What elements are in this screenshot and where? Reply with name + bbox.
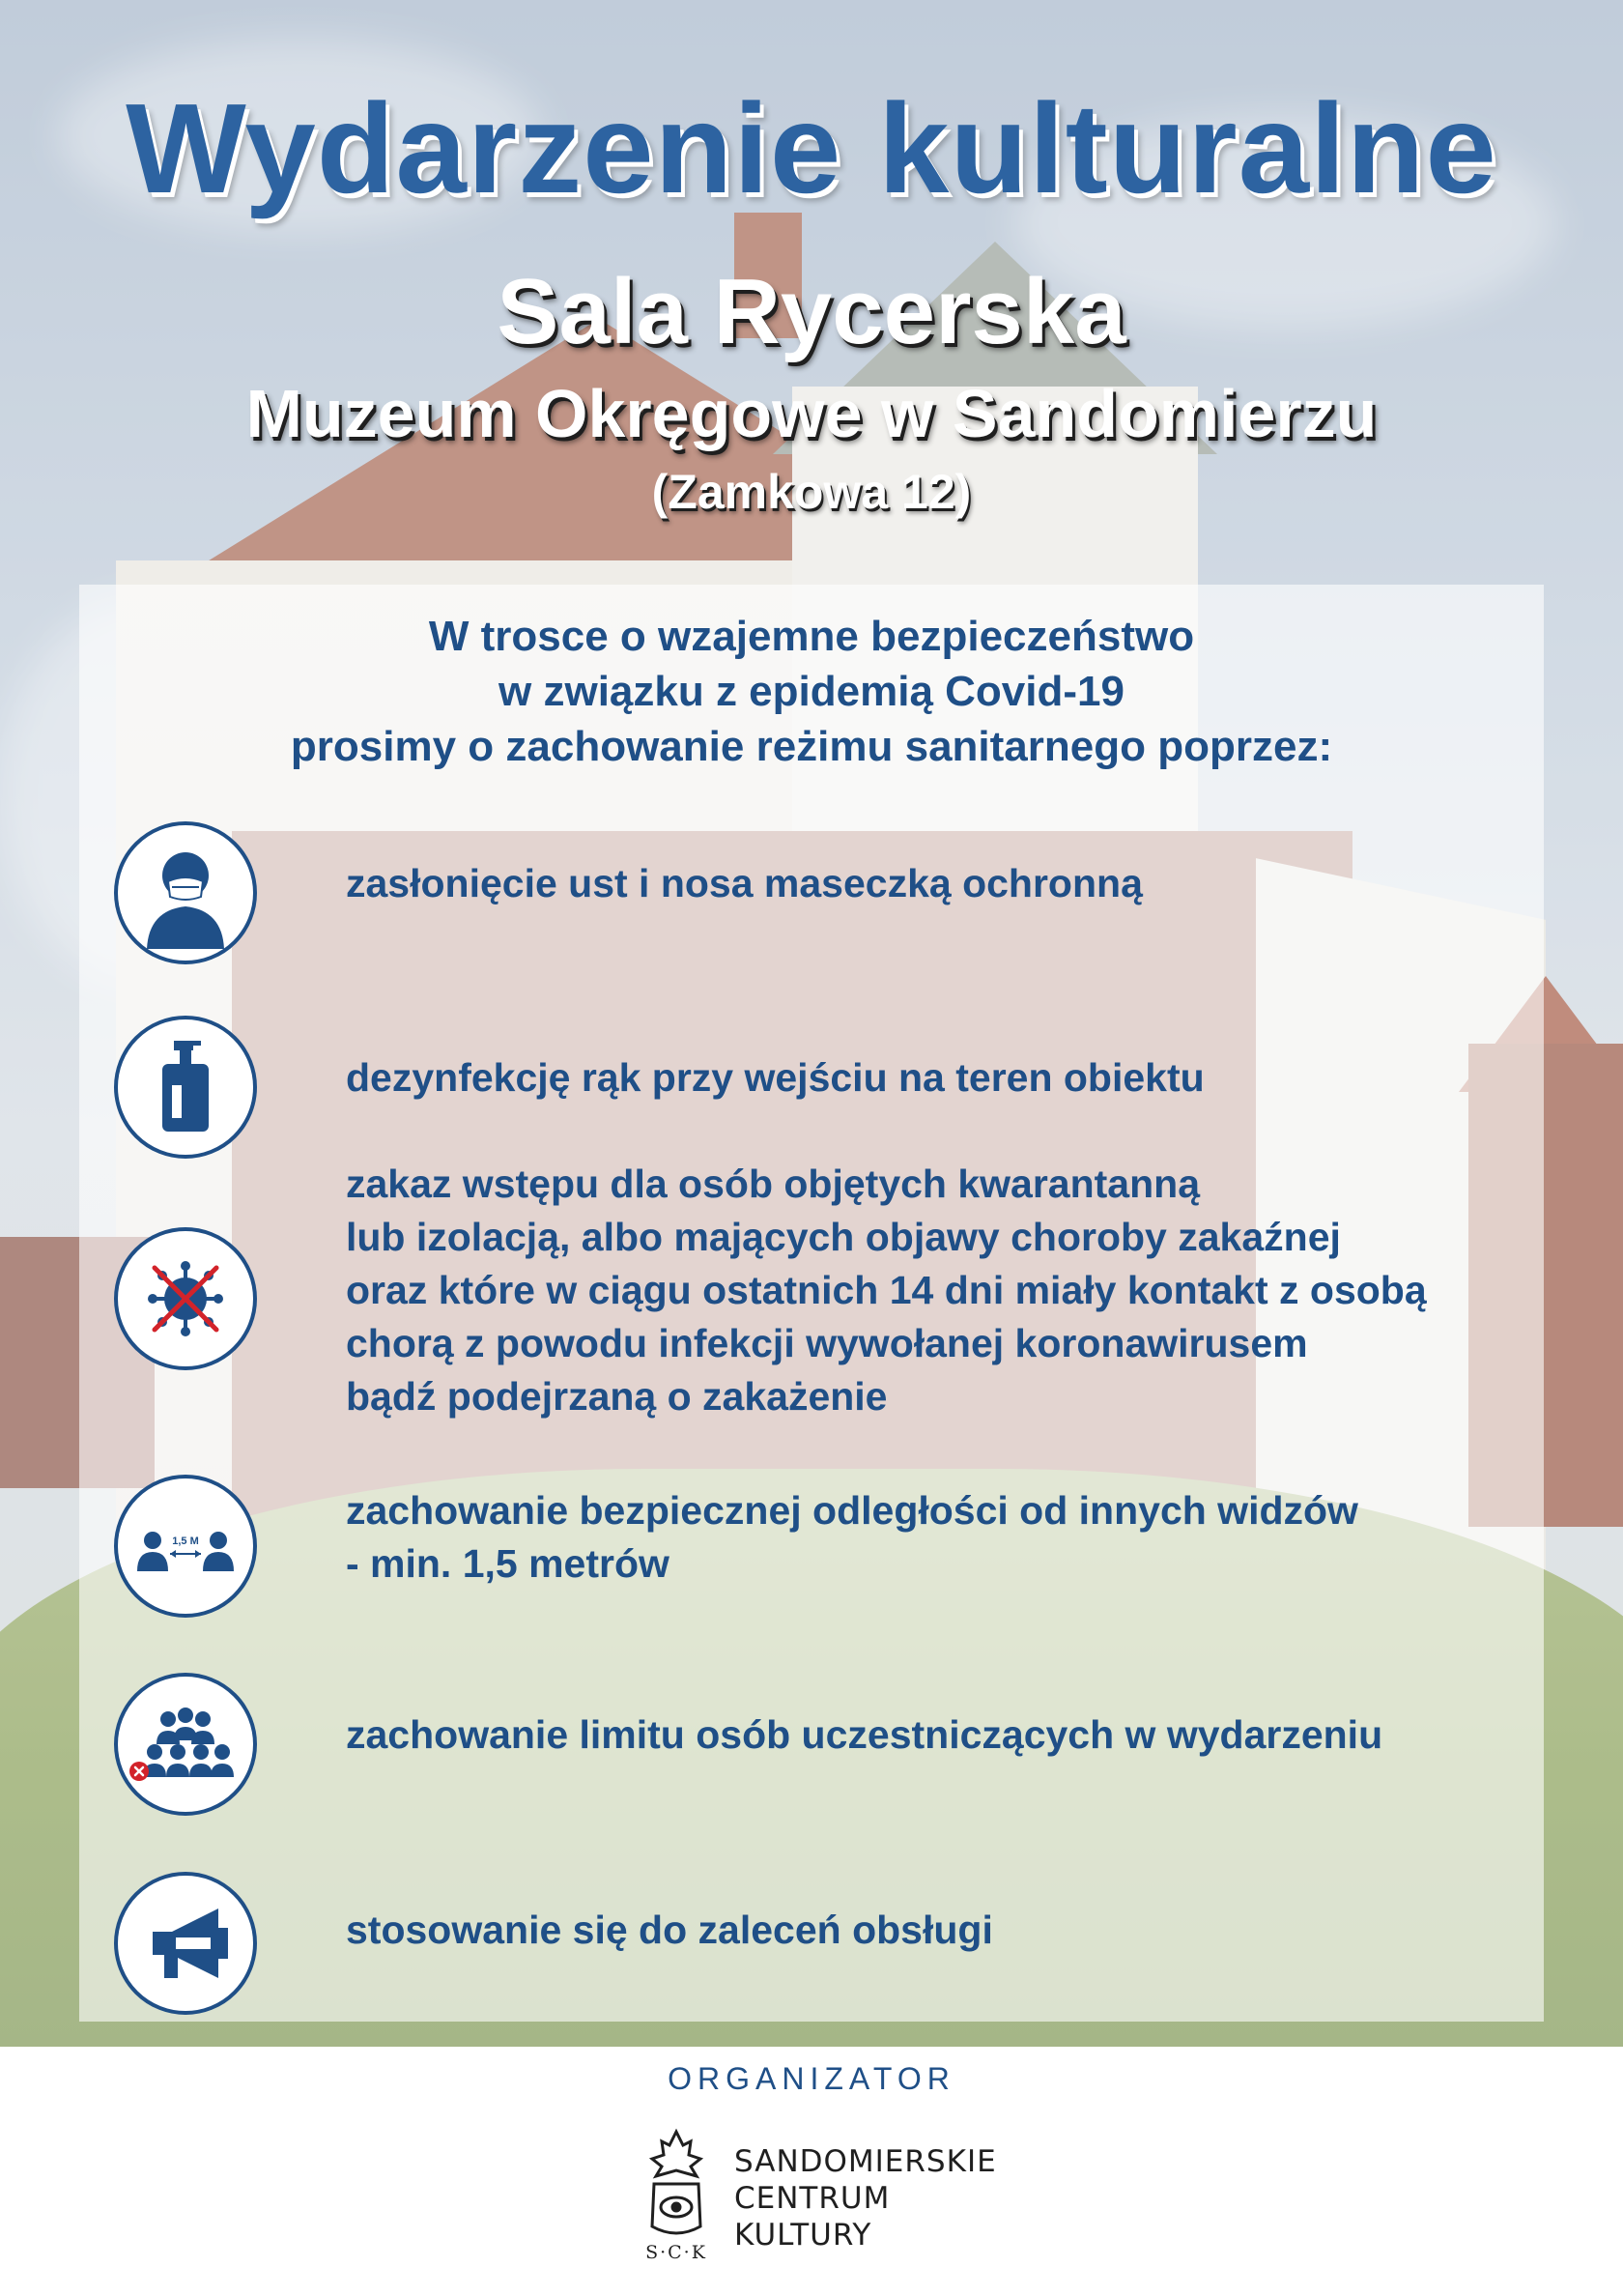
distance-label: 1,5 M — [172, 1535, 199, 1547]
social-distance-icon — [114, 1475, 257, 1618]
rule-line: oraz które w ciągu ostatnich 14 dni miały kontakt z osobą — [346, 1268, 1427, 1312]
rule-line: dezynfekcję rąk przy wejściu na teren obiektu — [346, 1055, 1205, 1100]
venue-name: Sala Rycerska — [497, 260, 1126, 363]
rule-text — [346, 1484, 1358, 1591]
intro-text — [79, 609, 1544, 774]
rule-line: lub izolacją, albo mających objawy choroby zakaźnej — [346, 1215, 1341, 1259]
organizer-logo-text — [734, 2143, 997, 2253]
rule-line: - min. 1,5 metrów — [346, 1541, 669, 1586]
logo-line: SANDOMIERSKIE — [734, 2144, 997, 2179]
rule-text — [346, 1708, 1382, 1762]
intro-line: w związku z epidemią Covid-19 — [498, 668, 1125, 715]
intro-line: prosimy o zachowanie reżimu sanitarnego poprzez: — [290, 723, 1333, 770]
rule-line: zakaz wstępu dla osób objętych kwarantanną — [346, 1162, 1201, 1206]
intro-line: W trosce o wzajemne bezpieczeństwo — [428, 613, 1195, 660]
rule-line: zachowanie bezpiecznej odległości od innych widzów — [346, 1488, 1358, 1533]
museum-name: Muzeum Okręgowe w Sandomierzu — [245, 376, 1378, 451]
crowd-limit-icon — [114, 1673, 257, 1816]
face-mask-icon — [114, 821, 257, 964]
logo-abbreviation: S·C·K — [645, 2242, 707, 2263]
logo-line: CENTRUM — [734, 2181, 891, 2216]
rule-text — [346, 857, 1143, 910]
rule-line: stosowanie się do zaleceń obsługi — [346, 1908, 993, 1952]
rule-line: bądź podejrzaną o zakażenie — [346, 1374, 888, 1419]
rule-text — [346, 1158, 1427, 1423]
no-virus-icon — [114, 1227, 257, 1370]
safety-rules-panel — [79, 585, 1544, 2022]
rule-line: chorą z powodu infekcji wywołanej koronawirusem — [346, 1321, 1308, 1365]
logo-line: KULTURY — [734, 2218, 872, 2253]
organizer-label: ORGANIZATOR — [668, 2061, 955, 2096]
hand-sanitizer-icon — [114, 1016, 257, 1159]
rule-line: zachowanie limitu osób uczestniczących w wydarzeniu — [346, 1712, 1383, 1757]
rule-line: zasłonięcie ust i nosa maseczką ochronną — [346, 861, 1143, 905]
rule-text — [346, 1904, 993, 1957]
megaphone-icon — [114, 1872, 257, 2015]
rule-text — [346, 1051, 1205, 1105]
venue-address: (Zamkowa 12) — [651, 465, 972, 519]
event-title: Wydarzenie kulturalne — [126, 77, 1497, 219]
